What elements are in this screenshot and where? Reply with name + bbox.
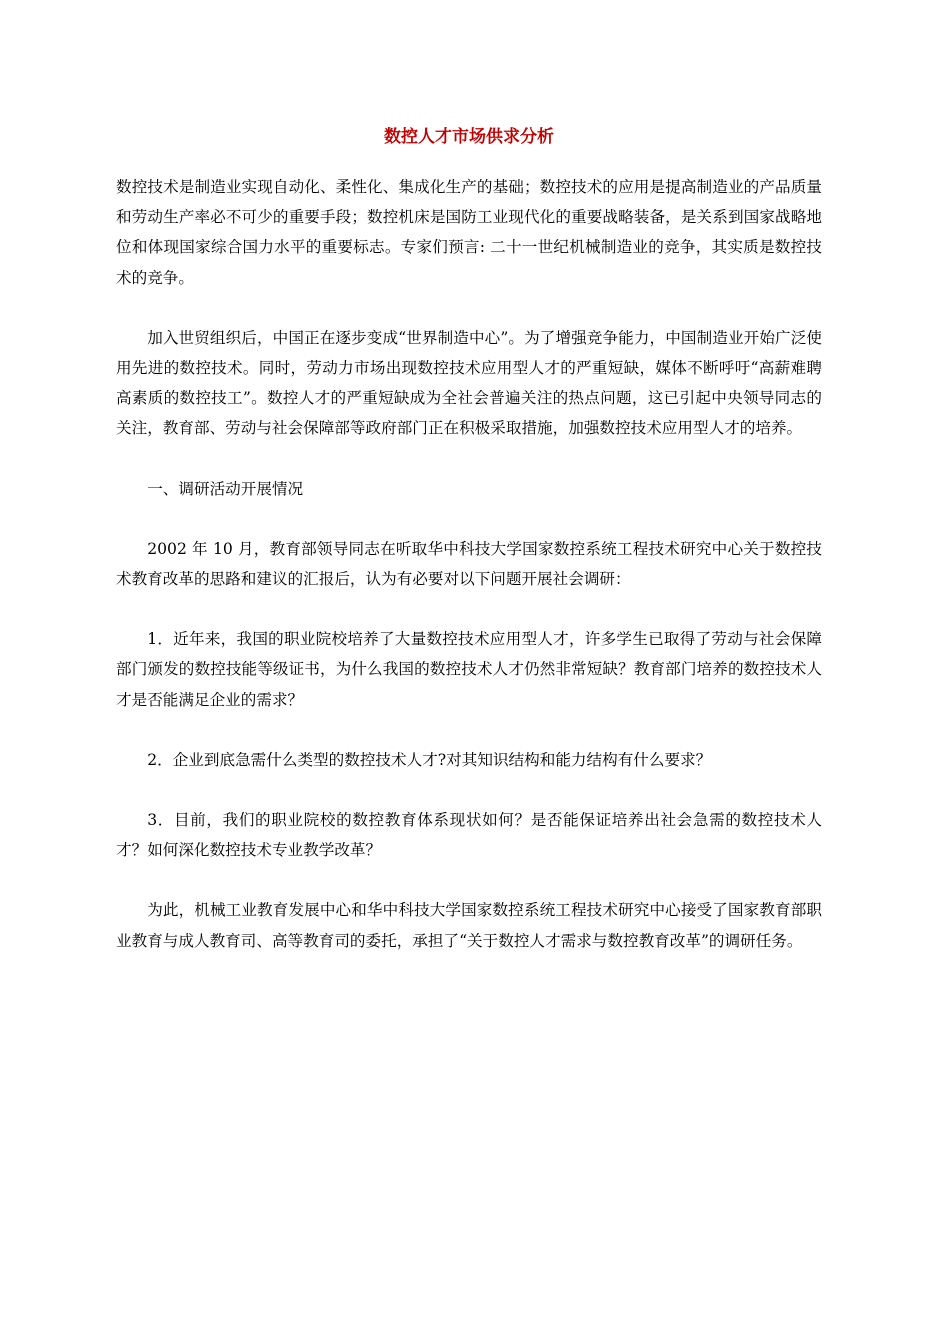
paragraph-conclusion: 为此，机械工业教育发展中心和华中科技大学国家数控系统工程技术研究中心接受了国家教育部职业教育与成人教育司、高等教育司的委托，承担了“关于数控人才需求与数控教育改革”的调研任务。 <box>116 901 822 950</box>
question-3: 3．目前，我们的职业院校的数控教育体系现状如何？是否能保证培养出社会急需的数控技术人才？如何深化数控技术专业教学改革？ <box>116 811 822 860</box>
section-heading-research: 一、调研活动开展情况 <box>147 479 304 498</box>
document-page <box>116 124 822 956</box>
question-1: 1．近年来，我国的职业院校培养了大量数控技术应用型人才，许多学生已取得了劳动与社会保障部门颁发的数控技能等级证书，为什么我国的数控技术人才仍然非常短缺？教育部门培养的数控技术人才是否能满足企业的需求？ <box>116 630 822 709</box>
paragraph-wto: 加入世贸组织后，中国正在逐步变成“世界制造中心”。为了增强竞争能力，中国制造业开始广泛使用先进的数控技术。同时，劳动力市场出现数控技术应用型人才的严重短缺，媒体不断呼吁“高薪难聘高素质的数控技工”。数控人才的严重短缺成为全社会普遍关注的热点问题，这已引起中央领导同志的关注，教育部、劳动与社会保障部等政府部门正在积极采取措施，加强数控技术应用型人才的培养。 <box>116 328 822 438</box>
paragraph-intro: 数控技术是制造业实现自动化、柔性化、集成化生产的基础；数控技术的应用是提高制造业的产品质量和劳动生产率必不可少的重要手段；数控机床是国防工业现代化的重要战略装备，是关系到国家战略地位和体现国家综合国力水平的重要标志。专家们预言: 二十一世纪机械制造业的竞争，其实质是数控技术的竞争。 <box>116 178 822 287</box>
document-title: 数控人才市场供求分析 <box>384 127 554 147</box>
paragraph-2002: 2002 年 10 月，教育部领导同志在听取华中科技大学国家数控系统工程技术研究中心关于数控技术教育改革的思路和建议的汇报后，认为有必要对以下问题开展社会调研： <box>116 539 822 589</box>
question-2: 2．企业到底急需什么类型的数控技术人才?对其知识结构和能力结构有什么要求？ <box>147 750 712 769</box>
